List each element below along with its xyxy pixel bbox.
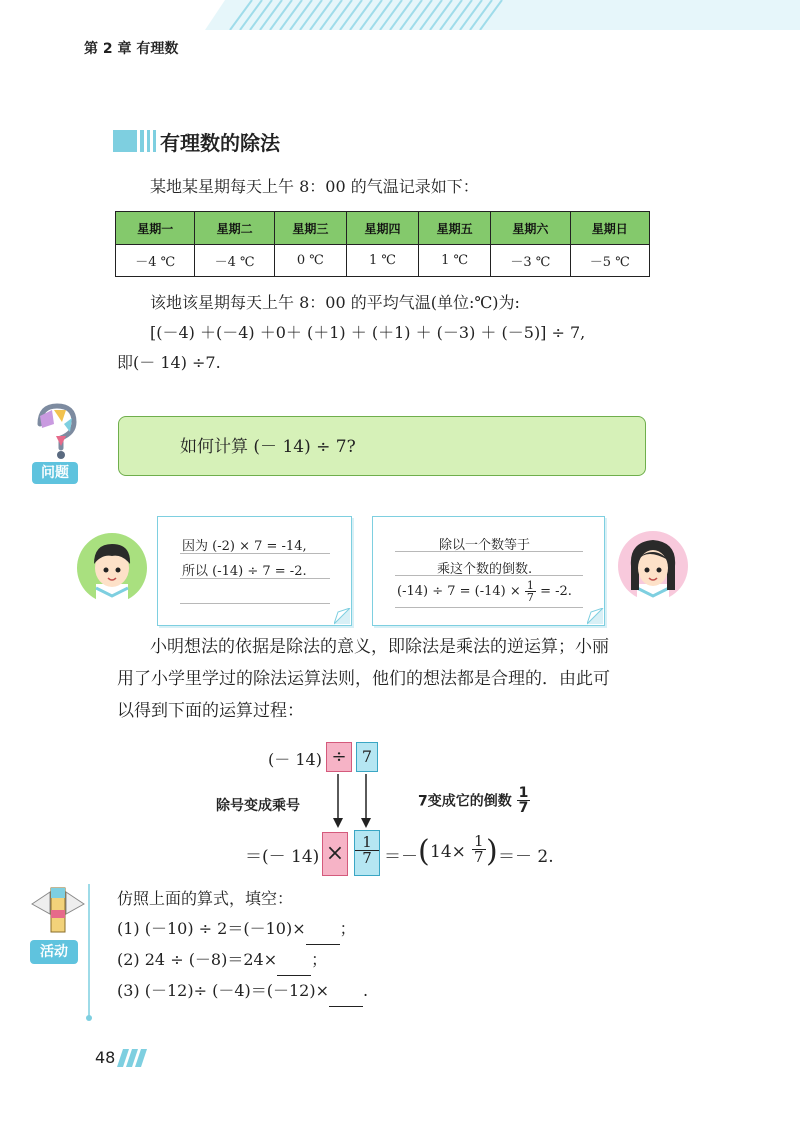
diagram-dividend: (－ 14) [268,750,322,769]
reciprocal-box [354,830,380,876]
section-bars-icon [113,130,157,152]
activity-item-3-end: . [363,981,369,1000]
activity-kite-icon [28,884,88,936]
intro-text: 某地某星期每天上午 8：00 的气温记录如下： [150,177,479,196]
table-header-row [116,212,650,245]
page-curl-icon [334,608,352,626]
fraction-numerator: 1 [474,832,484,850]
girl-note-line-1: 除以一个数等于 [439,538,531,553]
fraction [355,835,379,866]
fraction-denominator: 7 [526,591,534,604]
activity-item-1-text: (1) (－10) ÷ 2＝(－10)× [117,919,306,938]
right-caption [418,786,530,815]
boy-note-card [157,516,352,626]
arrow-icons [326,772,378,830]
activity-item-3 [117,976,368,1007]
girl-note-line-2: 乘这个数的倒数. [437,562,533,577]
header-band [0,0,800,30]
table-header: 星期六 [491,212,570,245]
activity-sidebar-line [84,884,94,1024]
fraction [472,834,486,865]
table-cell: 0 ℃ [274,245,346,277]
table-cell: 1 ℃ [419,245,491,277]
boy-avatar [76,532,148,604]
average-line-2: [(－4) ＋(－4) ＋0＋ (＋1) ＋ (＋1) ＋ (－3) ＋ (－5)] ÷ 7, [150,323,586,342]
girl-note-eq-post: = -2. [540,584,572,599]
boy-note-line-2: 所以 (-14) ÷ 7 = -2. [182,564,307,579]
page-slashes-icon [117,1049,147,1067]
table-header: 星期五 [419,212,491,245]
fraction-denominator: 7 [474,848,484,866]
explanation-line-3: 以得到下面的运算过程： [117,701,304,721]
equation-inner: 14× [430,842,466,862]
activity-item-2-end: ； [311,950,328,969]
table-header: 星期二 [195,212,274,245]
table-header: 星期三 [274,212,346,245]
fraction [525,580,536,603]
fraction-denominator: 7 [362,849,372,867]
table-header: 星期日 [570,212,649,245]
average-line-1: 该地该星期每天上午 8：00 的平均气温(单位:℃)为: [150,293,520,312]
table-cell: －5 ℃ [570,245,649,277]
girl-note-line-3 [397,579,572,605]
question-mark-icon [30,402,80,460]
average-line-3: 即(－ 14) ÷7. [117,353,221,372]
fraction-numerator: 1 [355,835,379,851]
chapter-title: 第 2 章 有理数 [84,41,179,57]
table-cell: －4 ℃ [116,245,195,277]
table-header: 星期一 [116,212,195,245]
left-paren: ( [418,834,430,869]
explanation-line-1: 小明想法的依据是除法的意义，即除法是乘法的逆运算；小丽 [150,637,609,657]
table-row [116,245,650,277]
temperature-table [115,211,650,277]
table-cell: 1 ℃ [346,245,418,277]
answer-blank[interactable] [329,976,363,1007]
fraction-denominator: 7 [518,800,529,816]
table-cell: －3 ℃ [491,245,570,277]
activity-item-1 [117,914,356,945]
activity-intro: 仿照上面的算式，填空： [117,889,294,908]
divisor-box: 7 [356,742,378,772]
question-text: 如何计算 (－ 14) ÷ 7? [180,437,356,457]
equation-left: ＝(－ 14) [245,847,320,867]
equation-mid: ＝－ [384,847,418,867]
multiply-sign-box: × [322,832,348,876]
page-curl-icon [587,608,605,626]
division-sign-box: ÷ [326,742,352,772]
fraction-numerator: 1 [518,785,529,801]
girl-note-card [372,516,605,626]
left-caption: 除号变成乘号 [216,798,300,814]
activity-item-1-end: ； [339,919,356,938]
page-number: 48 [95,1048,116,1067]
section-title: 有理数的除法 [160,131,280,155]
answer-blank[interactable] [277,945,311,976]
explanation-line-2: 用了小学里学过的除法运算法则，他们的想法都是合理的．由此可 [117,669,610,689]
activity-label: 活动 [30,940,78,964]
table-header: 星期四 [346,212,418,245]
right-caption-text: 7变成它的倒数 [418,793,512,810]
fraction-numerator: 1 [526,579,534,592]
activity-item-2-text: (2) 24 ÷ (－8)＝24× [117,950,278,969]
girl-note-eq-pre: (-14) ÷ 7 = (-14) × [397,584,521,599]
fraction [517,786,531,815]
right-paren: ) [486,834,498,869]
boy-note-line-1: 因为 (-2) × 7 = -14, [182,539,307,554]
question-label: 问题 [32,462,78,484]
activity-item-3-text: (3) (－12)÷ (－4)＝(－12)× [117,981,330,1000]
girl-avatar [617,530,689,606]
equation-right: ＝－ 2. [498,847,554,867]
answer-blank[interactable] [306,914,340,945]
table-cell: －4 ℃ [195,245,274,277]
activity-item-2 [117,945,327,976]
